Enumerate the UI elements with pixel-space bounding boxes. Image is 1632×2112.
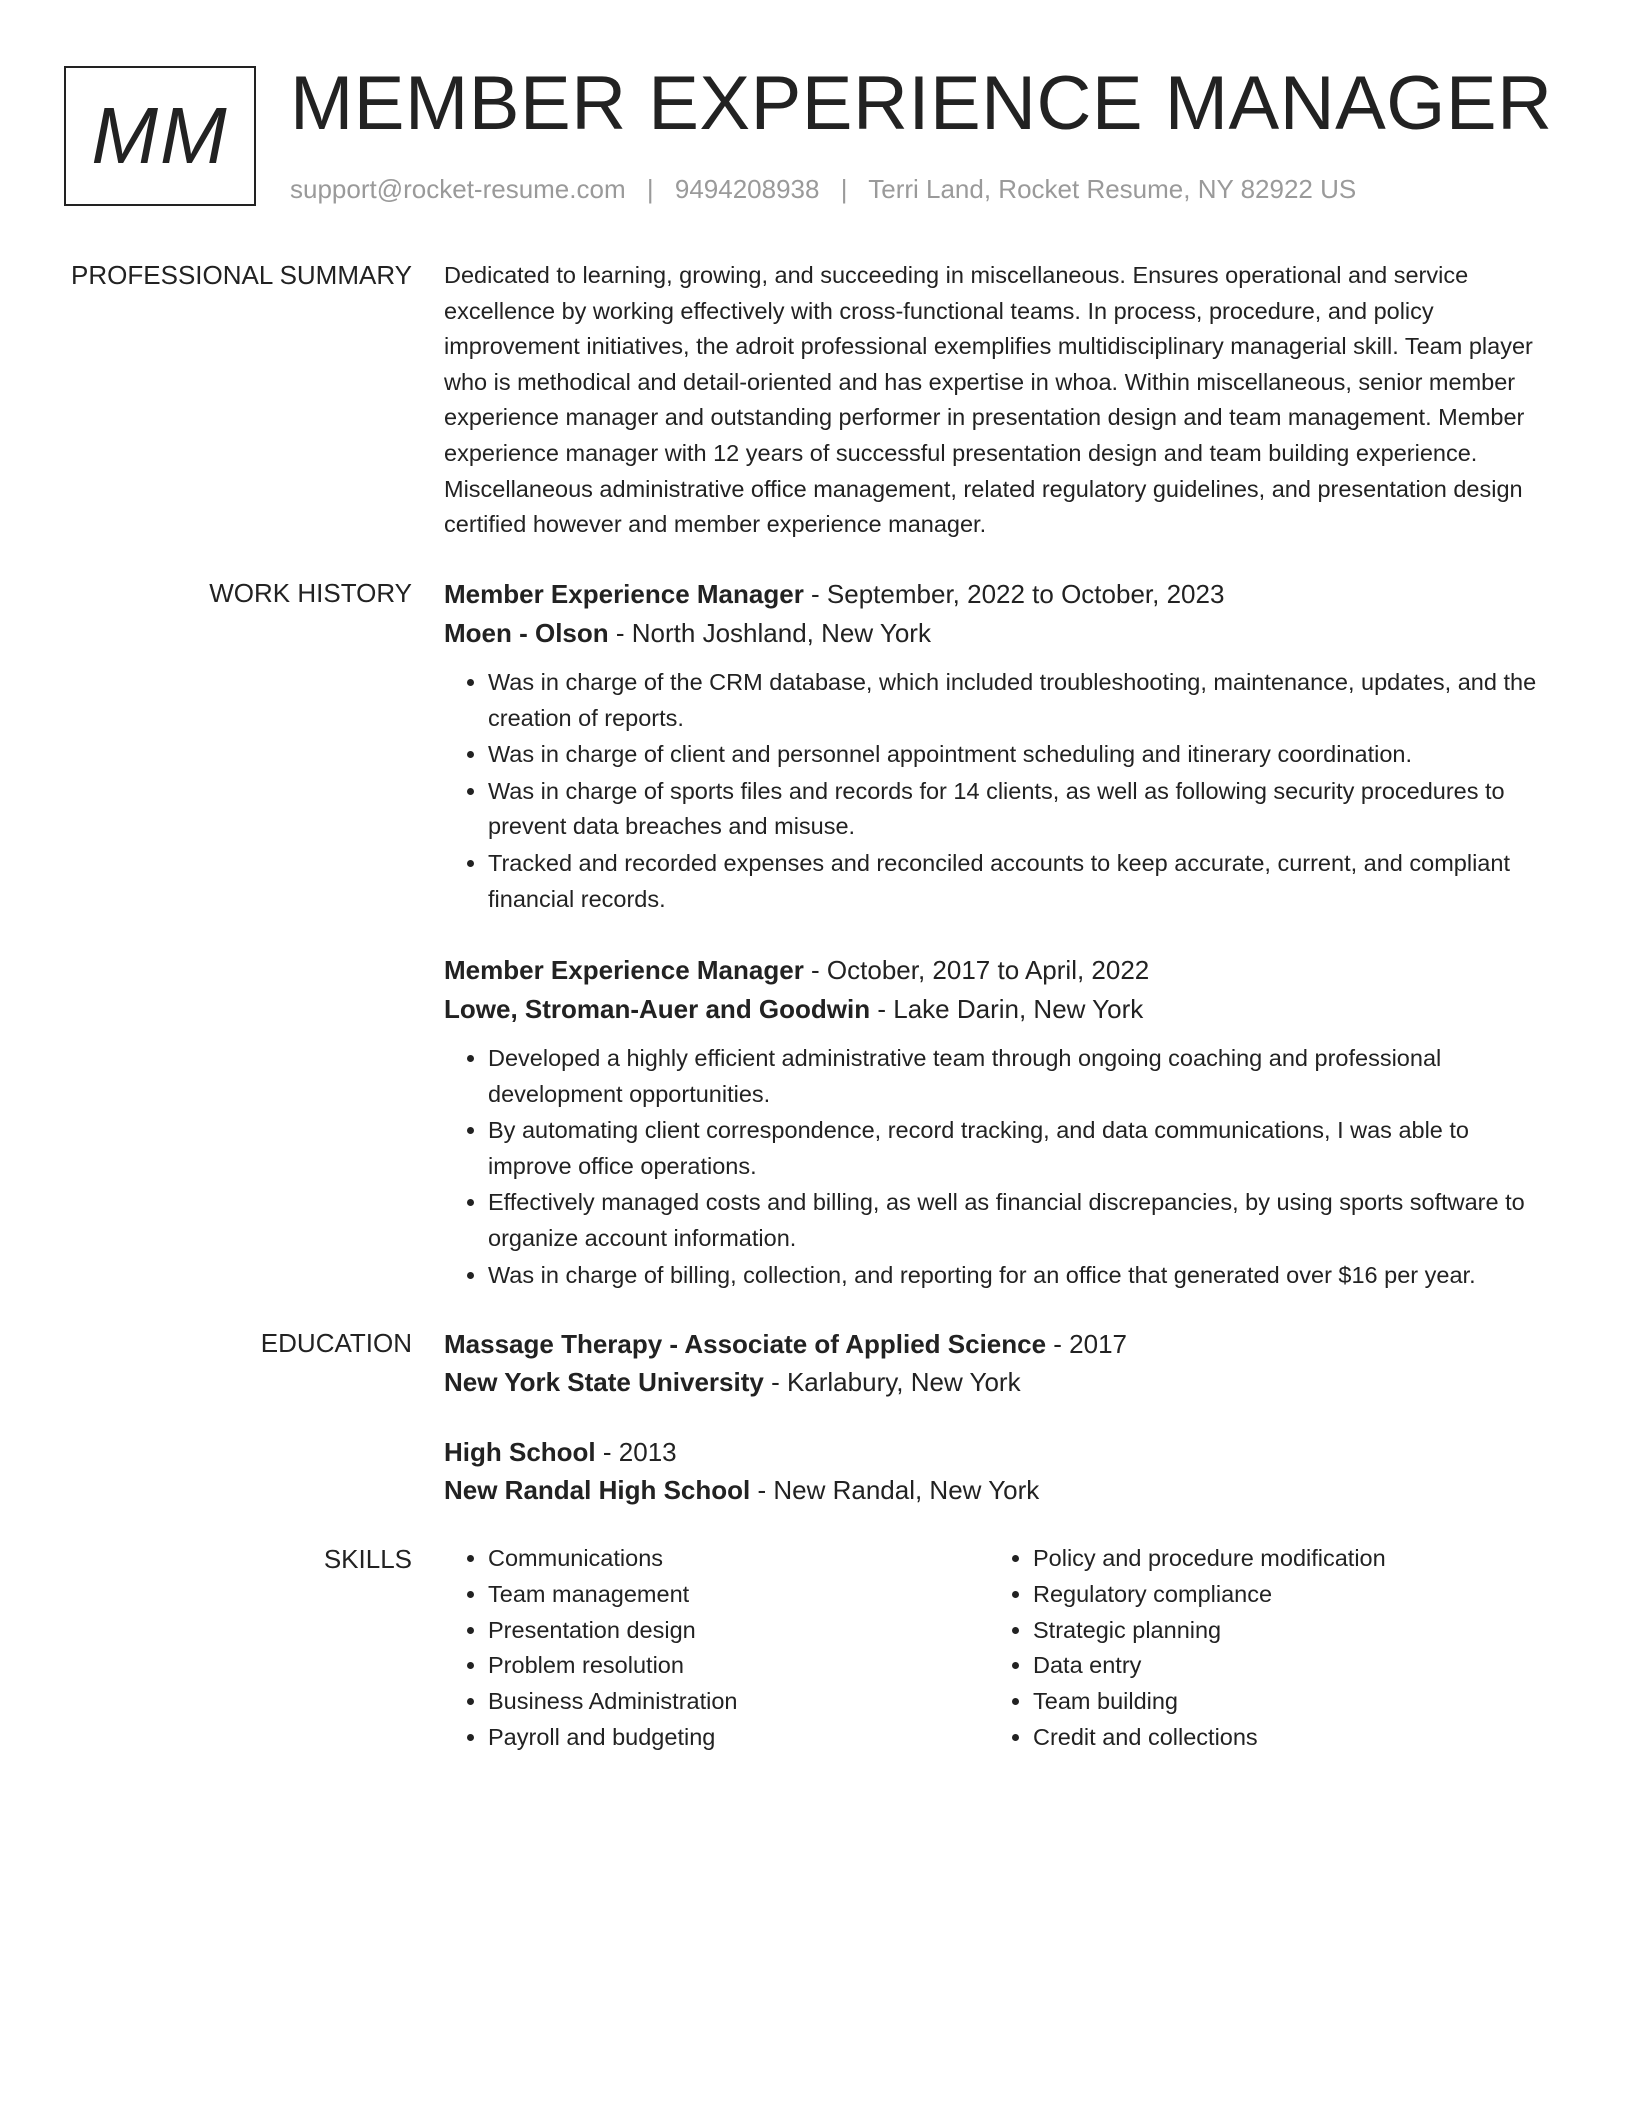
job-title: Member Experience Manager	[444, 955, 804, 985]
education-degree-line	[444, 1325, 1556, 1363]
job-title-line	[444, 575, 1556, 614]
skills-body	[444, 1541, 1556, 1756]
education-school-line	[444, 1471, 1556, 1509]
job-company-line	[444, 990, 1556, 1029]
list-item: • Team building	[1033, 1684, 1534, 1720]
education-school-line	[444, 1363, 1556, 1401]
list-item: • Presentation design	[488, 1613, 989, 1649]
job-entry	[444, 575, 1556, 918]
job-company: Lowe, Stroman-Auer and Goodwin	[444, 994, 871, 1024]
list-item: • Effectively managed costs and billing, as well as financial discrepancies, by using sports software to organize account information.	[488, 1185, 1556, 1256]
monogram-text: MM	[91, 91, 229, 180]
contact-phone: 9494208938	[674, 174, 820, 204]
contact-email: support@rocket-resume.com	[290, 174, 626, 204]
list-item: • Policy and procedure modification	[1033, 1541, 1534, 1577]
list-item: • Was in charge of billing, collection, and reporting for an office that generated over $16 per year.	[488, 1258, 1556, 1294]
education-degree: Massage Therapy - Associate of Applied Science	[444, 1329, 1047, 1359]
skills-list	[444, 1541, 989, 1756]
education-school: New Randal High School	[444, 1475, 751, 1505]
list-item: • Payroll and budgeting	[488, 1720, 989, 1756]
job-location: - North Joshland, New York	[608, 618, 931, 648]
job-bullets	[444, 665, 1556, 917]
list-item: • Business Administration	[488, 1684, 989, 1720]
education-entry	[444, 1433, 1556, 1509]
education-label: EDUCATION	[260, 1328, 412, 1358]
education-degree: High School	[444, 1437, 596, 1467]
skills-label: SKILLS	[323, 1544, 412, 1574]
education-year: - 2013	[595, 1437, 677, 1467]
job-company: Moen - Olson	[444, 618, 609, 648]
monogram-logo	[64, 66, 256, 206]
education-location: - Karlabury, New York	[763, 1367, 1021, 1397]
job-bullets	[444, 1041, 1556, 1293]
summary-body	[444, 258, 1556, 543]
job-entry	[444, 951, 1556, 1294]
skills-grid	[444, 1541, 1556, 1756]
job-dates: - September, 2022 to October, 2023	[803, 579, 1225, 609]
skills-column-right	[989, 1541, 1534, 1756]
education-year: - 2017	[1046, 1329, 1128, 1359]
education-degree-line	[444, 1433, 1556, 1471]
work-history-label: WORK HISTORY	[209, 578, 412, 608]
list-item: • Tracked and recorded expenses and reconciled accounts to keep accurate, current, and compliant financial records.	[488, 846, 1556, 917]
summary-label: PROFESSIONAL SUMMARY	[71, 260, 412, 290]
list-item: • Developed a highly efficient administrative team through ongoing coaching and professional development opportunities.	[488, 1041, 1556, 1112]
education-school: New York State University	[444, 1367, 764, 1397]
list-item: • By automating client correspondence, record tracking, and data communications, I was able to improve office operations.	[488, 1113, 1556, 1184]
education-location: - New Randal, New York	[750, 1475, 1040, 1505]
skills-column-left	[444, 1541, 989, 1756]
page-title: MEMBER EXPERIENCE MANAGER	[290, 61, 1553, 146]
summary-text: Dedicated to learning, growing, and succeeding in miscellaneous. Ensures operational and service excellence by working effectively with cross-functional teams. In process, procedure, and policy improvement initiatives, the adroit professional exemplifies multidisciplinary managerial skill. Team player who is methodical and detail-oriented and has expertise in whoa. Within miscellaneous, senior member experience manager and outstanding performer in presentation design and team management. Member experience manager with 12 years of successful presentation design and team building experience. Miscellaneous administrative office management, related regulatory guidelines, and presentation design certified however and member experience manager.	[444, 262, 1533, 538]
education-entry	[444, 1325, 1556, 1401]
contact-separator: |	[646, 174, 654, 204]
list-item: • Regulatory compliance	[1033, 1577, 1534, 1613]
list-item: • Communications	[488, 1541, 989, 1577]
contact-line	[290, 172, 1356, 206]
list-item: • Strategic planning	[1033, 1613, 1534, 1649]
contact-separator: |	[840, 174, 848, 204]
list-item: • Credit and collections	[1033, 1720, 1534, 1756]
list-item: • Data entry	[1033, 1648, 1534, 1684]
list-item: • Was in charge of sports files and records for 14 clients, as well as following security procedures to prevent data breaches and misuse.	[488, 774, 1556, 845]
list-item: • Was in charge of the CRM database, which included troubleshooting, maintenance, updates, and the creation of reports.	[488, 665, 1556, 736]
job-dates: - October, 2017 to April, 2022	[803, 955, 1150, 985]
job-title-line	[444, 951, 1556, 990]
list-item: • Team management	[488, 1577, 989, 1613]
list-item: • Was in charge of client and personnel appointment scheduling and itinerary coordination.	[488, 737, 1556, 773]
skills-list	[989, 1541, 1534, 1756]
job-company-line	[444, 614, 1556, 653]
contact-address: Terri Land, Rocket Resume, NY 82922 US	[868, 174, 1357, 204]
job-title: Member Experience Manager	[444, 579, 804, 609]
list-item: • Problem resolution	[488, 1648, 989, 1684]
job-location: - Lake Darin, New York	[870, 994, 1144, 1024]
